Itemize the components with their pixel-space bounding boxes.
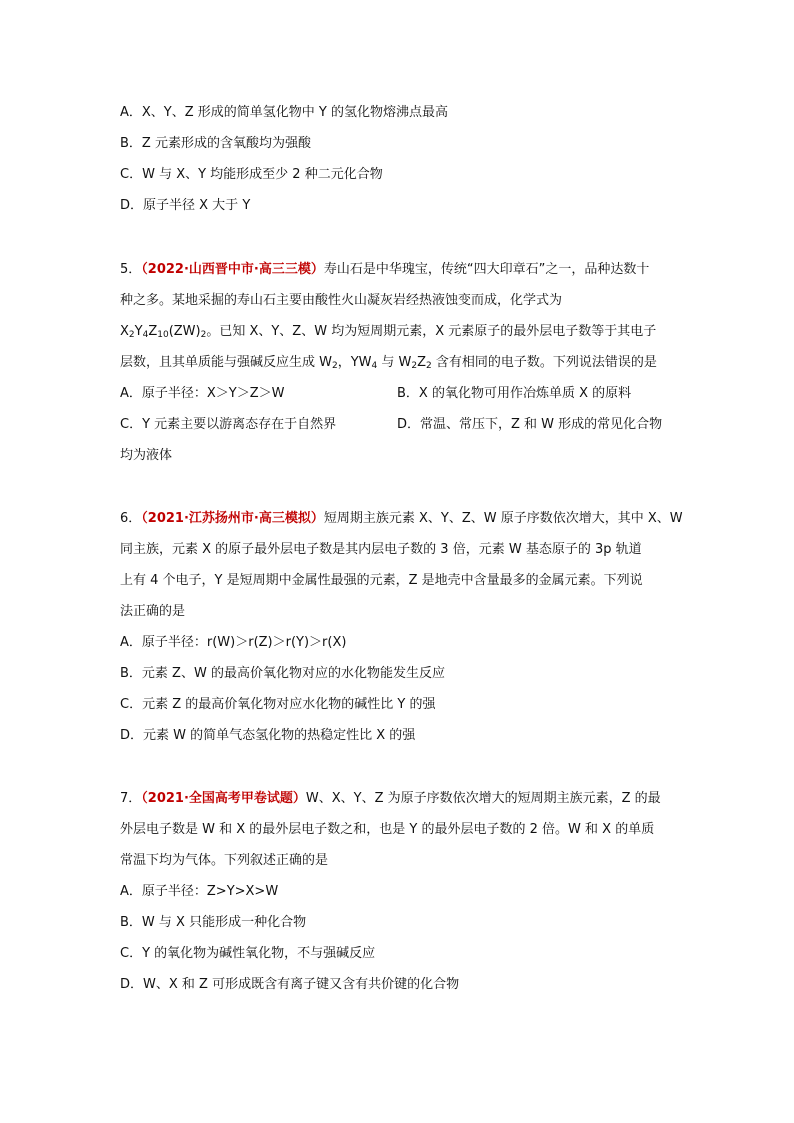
q5-stem3: 。已知 X、Y、Z、W 均为短周期元素，X 元素原子的最外层电子数等于其电子 [206, 324, 657, 339]
q7-source: （2021·全国高考甲卷试题） [141, 791, 306, 806]
q5-option-c: C．Y 元素主要以游离态存在于自然界 [120, 417, 337, 432]
q7-option-b: B．W 与 X 只能形成一种化合物 [120, 915, 307, 930]
q4-option-d: D．原子半径 X 大于 Y [120, 198, 251, 213]
q5-stem-line2: 种之多。某地采掘的寿山石主要由酸性火山凝灰岩经热液蚀变而成，化学式为 [120, 293, 563, 308]
q7-option-c: C．Y 的氧化物为碱性氧化物，不与强碱反应 [120, 946, 376, 961]
q5-source: （2022·山西晋中市·高三三模） [141, 262, 324, 277]
q7-stem-line3: 常温下均为气体。下列叙述正确的是 [120, 853, 329, 868]
q6-option-a: A．原子半径：r(W)＞r(Z)＞r(Y)＞r(X) [120, 635, 347, 650]
q6-source: （2021·江苏扬州市·高三模拟） [141, 511, 324, 526]
q5-option-d: D．常温、常压下，Z 和 W 形成的常见化合物 [397, 417, 663, 432]
q4-option-a: A．X、Y、Z 形成的简单氢化物中 Y 的氢化物熔沸点最高 [120, 105, 448, 120]
q4-option-c: C．W 与 X、Y 均能形成至少 2 种二元化合物 [120, 167, 383, 182]
q6-option-c: C．元素 Z 的最高价氧化物对应水化物的碱性比 Y 的强 [120, 697, 436, 712]
q7-stem-line2: 外层电子数是 W 和 X 的最外层电子数之和，也是 Y 的最外层电子数的 2 倍。W 和 X 的单质 [120, 822, 655, 837]
q7-option-a: A．原子半径：Z>Y>X>W [120, 884, 279, 899]
q5-option-b: B．X 的氧化物可用作冶炼单质 X 的原料 [397, 386, 632, 401]
q4-option-b: B．Z 元素形成的含氧酸均为强酸 [120, 136, 311, 151]
q5-stem1: 寿山石是中华瑰宝，传统“四大印章石”之一，品种达数十 [323, 262, 650, 277]
q7-option-d: D．W、X 和 Z 可形成既含有离子键又含有共价键的化合物 [120, 977, 460, 992]
q7-number: 7． [120, 791, 142, 806]
q7-stem1: W、X、Y、Z 为原子序数依次增大的短周期主族元素，Z 的最 [305, 791, 661, 806]
q7-stem-line1 [120, 789, 661, 809]
q5-stem-line3 [120, 322, 656, 342]
q5-option-a: A．原子半径：X＞Y＞Z＞W [120, 386, 285, 401]
q6-option-d: D．元素 W 的简单气态氢化物的热稳定性比 X 的强 [120, 728, 416, 743]
q5-stem-line1 [120, 260, 649, 280]
q6-stem-line3: 上有 4 个电子，Y 是短周期中金属性最强的元素，Z 是地壳中含量最多的金属元素。下列说 [120, 573, 643, 588]
q6-option-b: B．元素 Z、W 的最高价氧化物对应的水化物能发生反应 [120, 666, 445, 681]
q6-stem-line4: 法正确的是 [120, 604, 186, 619]
q5-number: 5． [120, 262, 142, 277]
q5-option-d-cont: 均为液体 [120, 448, 173, 463]
q6-stem-line1 [120, 509, 683, 529]
q6-stem1: 短周期主族元素 X、Y、Z、W 原子序数依次增大，其中 X、W [323, 511, 683, 526]
q6-stem-line2: 同主族，元素 X 的原子最外层电子数是其内层电子数的 3 倍，元素 W 基态原子的 3p 轨道 [120, 542, 642, 557]
q5-formula: $X_2Y_4Z_{10}(ZW)_2$ [120, 324, 207, 340]
q5-stem-line4: 层数，且其单质能与强碱反应生成 $W_2$，$YW_4$ 与 $W_2Z_2$ 含有相同的电子数。下列说法错误的是 [120, 355, 657, 371]
q6-number: 6． [120, 511, 142, 526]
